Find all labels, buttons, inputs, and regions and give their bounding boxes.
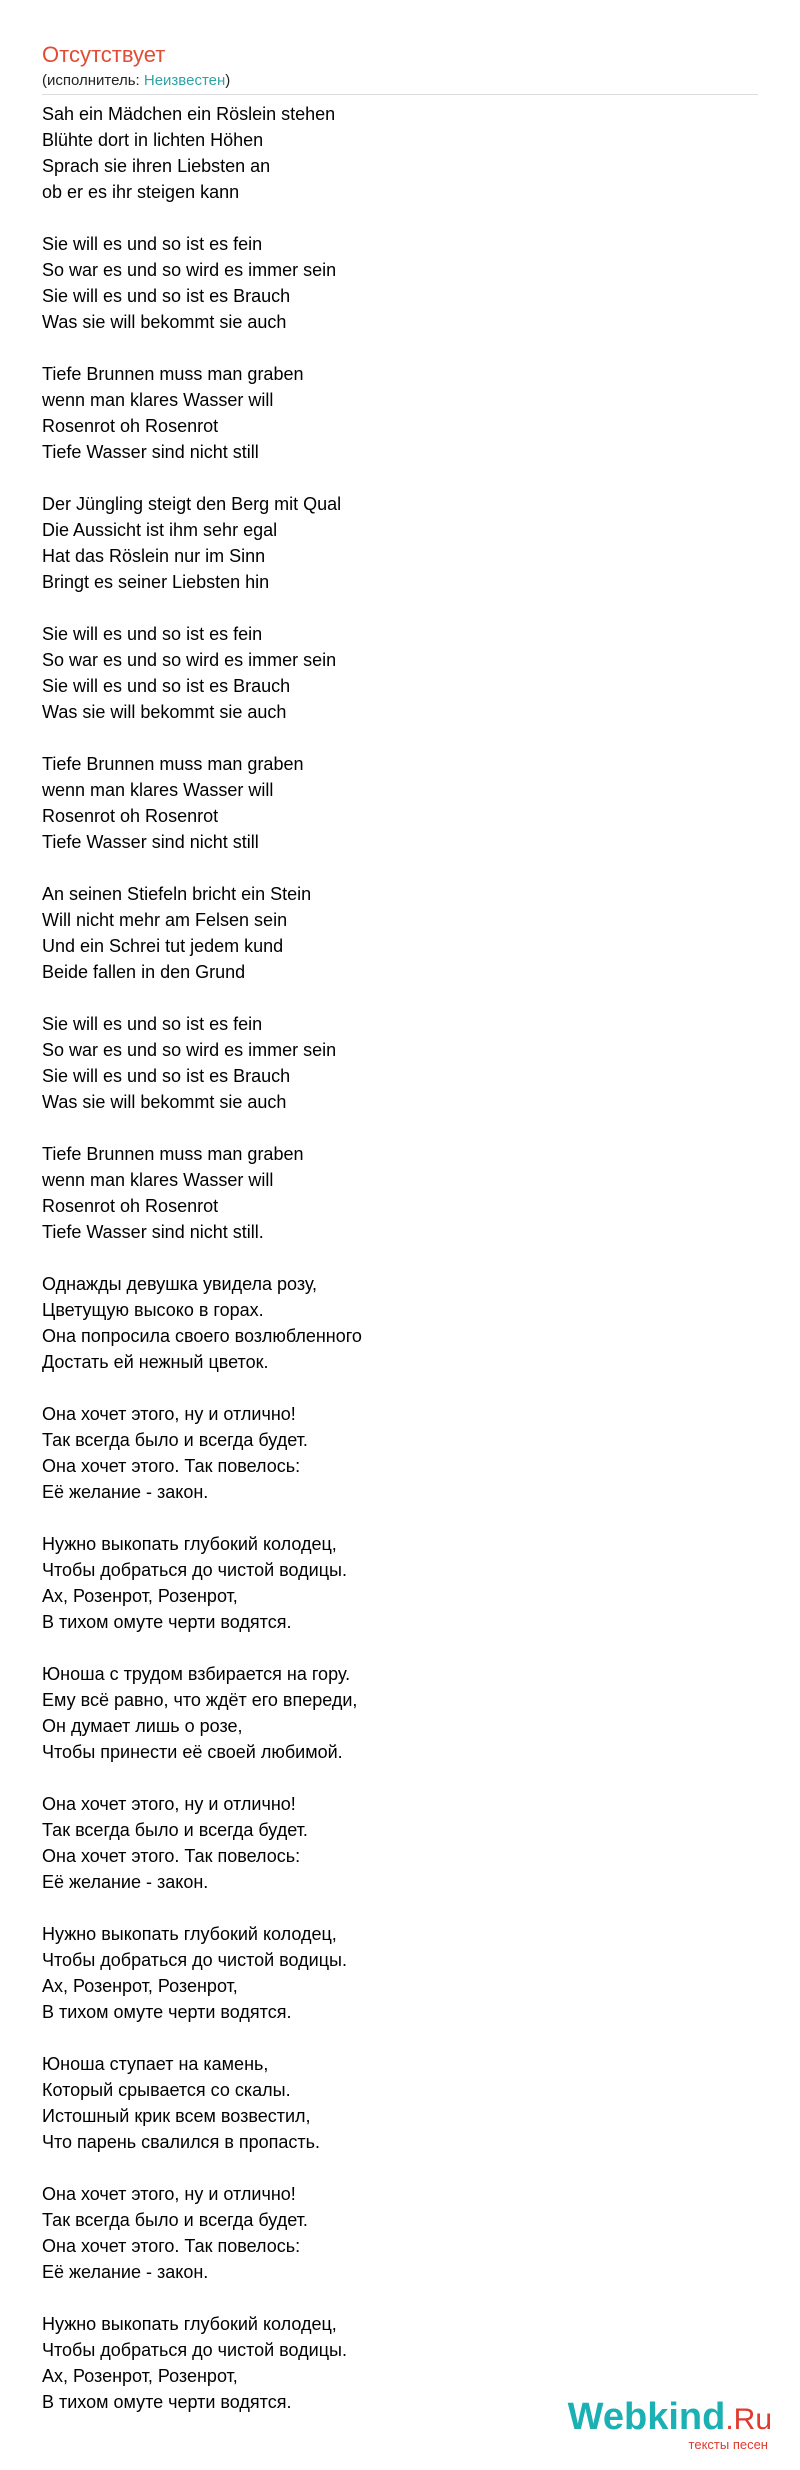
lyrics-line: Нужно выкопать глубокий колодец, [42, 1534, 337, 1554]
lyrics-line: So war es und so wird es immer sein [42, 650, 337, 670]
lyrics-line: Чтобы добраться до чистой водицы. [42, 1560, 347, 1580]
lyrics-line: Sie will es und so ist es fein [42, 624, 263, 644]
lyrics-line: Ах, Розенрот, Розенрот, [42, 1586, 238, 1606]
lyrics-line: Tiefe Brunnen muss man graben [42, 754, 304, 774]
lyrics-line: Её желание - закон. [42, 2262, 209, 2282]
lyrics-line: Ах, Розенрот, Розенрот, [42, 2366, 238, 2386]
lyrics-line: Rosenrot oh Rosenrot [42, 416, 219, 436]
lyrics-stanza [42, 751, 758, 855]
lyrics-line: Она хочет этого. Так повелось: [42, 1846, 301, 1866]
lyrics-line: So war es und so wird es immer sein [42, 260, 337, 280]
lyrics-line: wenn man klares Wasser will [42, 390, 274, 410]
lyrics-stanza [42, 881, 758, 985]
lyrics-line: wenn man klares Wasser will [42, 1170, 274, 1190]
lyrics-line: Достать ей нежный цветок. [42, 1352, 269, 1372]
lyrics-line: Чтобы добраться до чистой водицы. [42, 2340, 347, 2360]
lyrics-line: Sie will es und so ist es Brauch [42, 286, 291, 306]
lyrics-stanza [42, 361, 758, 465]
lyrics-stanza [42, 1791, 758, 1895]
lyrics-stanza [42, 1271, 758, 1375]
lyrics-line: Tiefe Wasser sind nicht still [42, 442, 259, 462]
lyrics-line: Она хочет этого, ну и отлично! [42, 1794, 296, 1814]
lyrics-line: Её желание - закон. [42, 1872, 209, 1892]
lyrics-line: Ему всё равно, что ждёт его впереди, [42, 1690, 358, 1710]
lyrics-line: Blühte dort in lichten Höhen [42, 130, 264, 150]
lyrics-line: Sah ein Mädchen ein Röslein stehen [42, 104, 336, 124]
lyrics-line: Она попросила своего возлюбленного [42, 1326, 362, 1346]
artist-prefix: (исполнитель: [42, 72, 144, 89]
lyrics-line: Sie will es und so ist es fein [42, 234, 263, 254]
lyrics-line: Юноша ступает на камень, [42, 2054, 269, 2074]
artist-line [42, 72, 758, 95]
lyrics-line: В тихом омуте черти водятся. [42, 2002, 292, 2022]
lyrics-line: Ах, Розенрот, Розенрот, [42, 1976, 238, 1996]
lyrics-line: Tiefe Wasser sind nicht still. [42, 1222, 264, 1242]
lyrics-line: Bringt es seiner Liebsten hin [42, 572, 270, 592]
logo-tld: .Ru [725, 2403, 772, 2436]
lyrics-stanza [42, 1661, 758, 1765]
lyrics-stanza [42, 1141, 758, 1245]
lyrics-line: Will nicht mehr am Felsen sein [42, 910, 288, 930]
lyrics-line: Нужно выкопать глубокий колодец, [42, 1924, 337, 1944]
lyrics-stanza [42, 1011, 758, 1115]
lyrics-line: Sie will es und so ist es fein [42, 1014, 263, 1034]
lyrics-line: Цветущую высоко в горах. [42, 1300, 264, 1320]
lyrics-line: Rosenrot oh Rosenrot [42, 1196, 219, 1216]
lyrics-line: Sprach sie ihren Liebsten an [42, 156, 271, 176]
lyrics-line: Юноша с трудом взбирается на гору. [42, 1664, 351, 1684]
logo-wordmark [568, 2397, 772, 2440]
lyrics-stanza [42, 2051, 758, 2155]
lyrics-body [42, 101, 758, 2415]
lyrics-line: ob er es ihr steigen kann [42, 182, 240, 202]
lyrics-line: Rosenrot oh Rosenrot [42, 806, 219, 826]
artist-suffix: ) [225, 72, 231, 89]
lyrics-stanza [42, 2181, 758, 2285]
lyrics-line: Was sie will bekommt sie auch [42, 312, 287, 332]
lyrics-line: Однажды девушка увидела розу, [42, 1274, 318, 1294]
lyrics-line: Sie will es und so ist es Brauch [42, 676, 291, 696]
lyrics-line: wenn man klares Wasser will [42, 780, 274, 800]
logo-name: Webkind [567, 2396, 726, 2438]
webkind-logo[interactable] [568, 2397, 772, 2452]
lyrics-stanza [42, 1921, 758, 2025]
lyrics-line: Она хочет этого. Так повелось: [42, 2236, 301, 2256]
artist-link[interactable]: Неизвестен [143, 72, 226, 89]
lyrics-stanza [42, 491, 758, 595]
lyrics-stanza [42, 1531, 758, 1635]
song-page [42, 42, 758, 2441]
lyrics-line: Что парень свалился в пропасть. [42, 2132, 321, 2152]
lyrics-line: Её желание - закон. [42, 1482, 209, 1502]
lyrics-line: Так всегда было и всегда будет. [42, 2210, 308, 2230]
lyrics-line: В тихом омуте черти водятся. [42, 1612, 292, 1632]
lyrics-line: Чтобы принести её своей любимой. [42, 1742, 343, 1762]
lyrics-line: Который срывается со скалы. [42, 2080, 291, 2100]
lyrics-line: Истошный крик всем возвестил, [42, 2106, 311, 2126]
logo-tagline: тексты песен [688, 2437, 768, 2452]
lyrics-line: Tiefe Brunnen muss man graben [42, 1144, 304, 1164]
lyrics-stanza [42, 231, 758, 335]
lyrics-line: Was sie will bekommt sie auch [42, 702, 287, 722]
lyrics-line: В тихом омуте черти водятся. [42, 2392, 292, 2412]
song-title: Отсутствует [42, 42, 166, 67]
lyrics-line: So war es und so wird es immer sein [42, 1040, 337, 1060]
lyrics-line: Der Jüngling steigt den Berg mit Qual [42, 494, 342, 514]
lyrics-line: Она хочет этого, ну и отлично! [42, 1404, 296, 1424]
lyrics-line: Hat das Röslein nur im Sinn [42, 546, 266, 566]
lyrics-line: An seinen Stiefeln bricht ein Stein [42, 884, 312, 904]
lyrics-line: Чтобы добраться до чистой водицы. [42, 1950, 347, 1970]
lyrics-line: Tiefe Brunnen muss man graben [42, 364, 304, 384]
lyrics-line: Так всегда было и всегда будет. [42, 1820, 308, 1840]
lyrics-line: Так всегда было и всегда будет. [42, 1430, 308, 1450]
lyrics-line: Und ein Schrei tut jedem kund [42, 936, 284, 956]
lyrics-line: Beide fallen in den Grund [42, 962, 246, 982]
lyrics-stanza [42, 621, 758, 725]
lyrics-line: Нужно выкопать глубокий колодец, [42, 2314, 337, 2334]
lyrics-line: Она хочет этого. Так повелось: [42, 1456, 301, 1476]
lyrics-line: Die Aussicht ist ihm sehr egal [42, 520, 278, 540]
lyrics-line: Он думает лишь о розе, [42, 1716, 243, 1736]
lyrics-line: Tiefe Wasser sind nicht still [42, 832, 259, 852]
lyrics-stanza [42, 101, 758, 205]
lyrics-line: Was sie will bekommt sie auch [42, 1092, 287, 1112]
lyrics-stanza [42, 1401, 758, 1505]
lyrics-line: Она хочет этого, ну и отлично! [42, 2184, 296, 2204]
lyrics-line: Sie will es und so ist es Brauch [42, 1066, 291, 1086]
